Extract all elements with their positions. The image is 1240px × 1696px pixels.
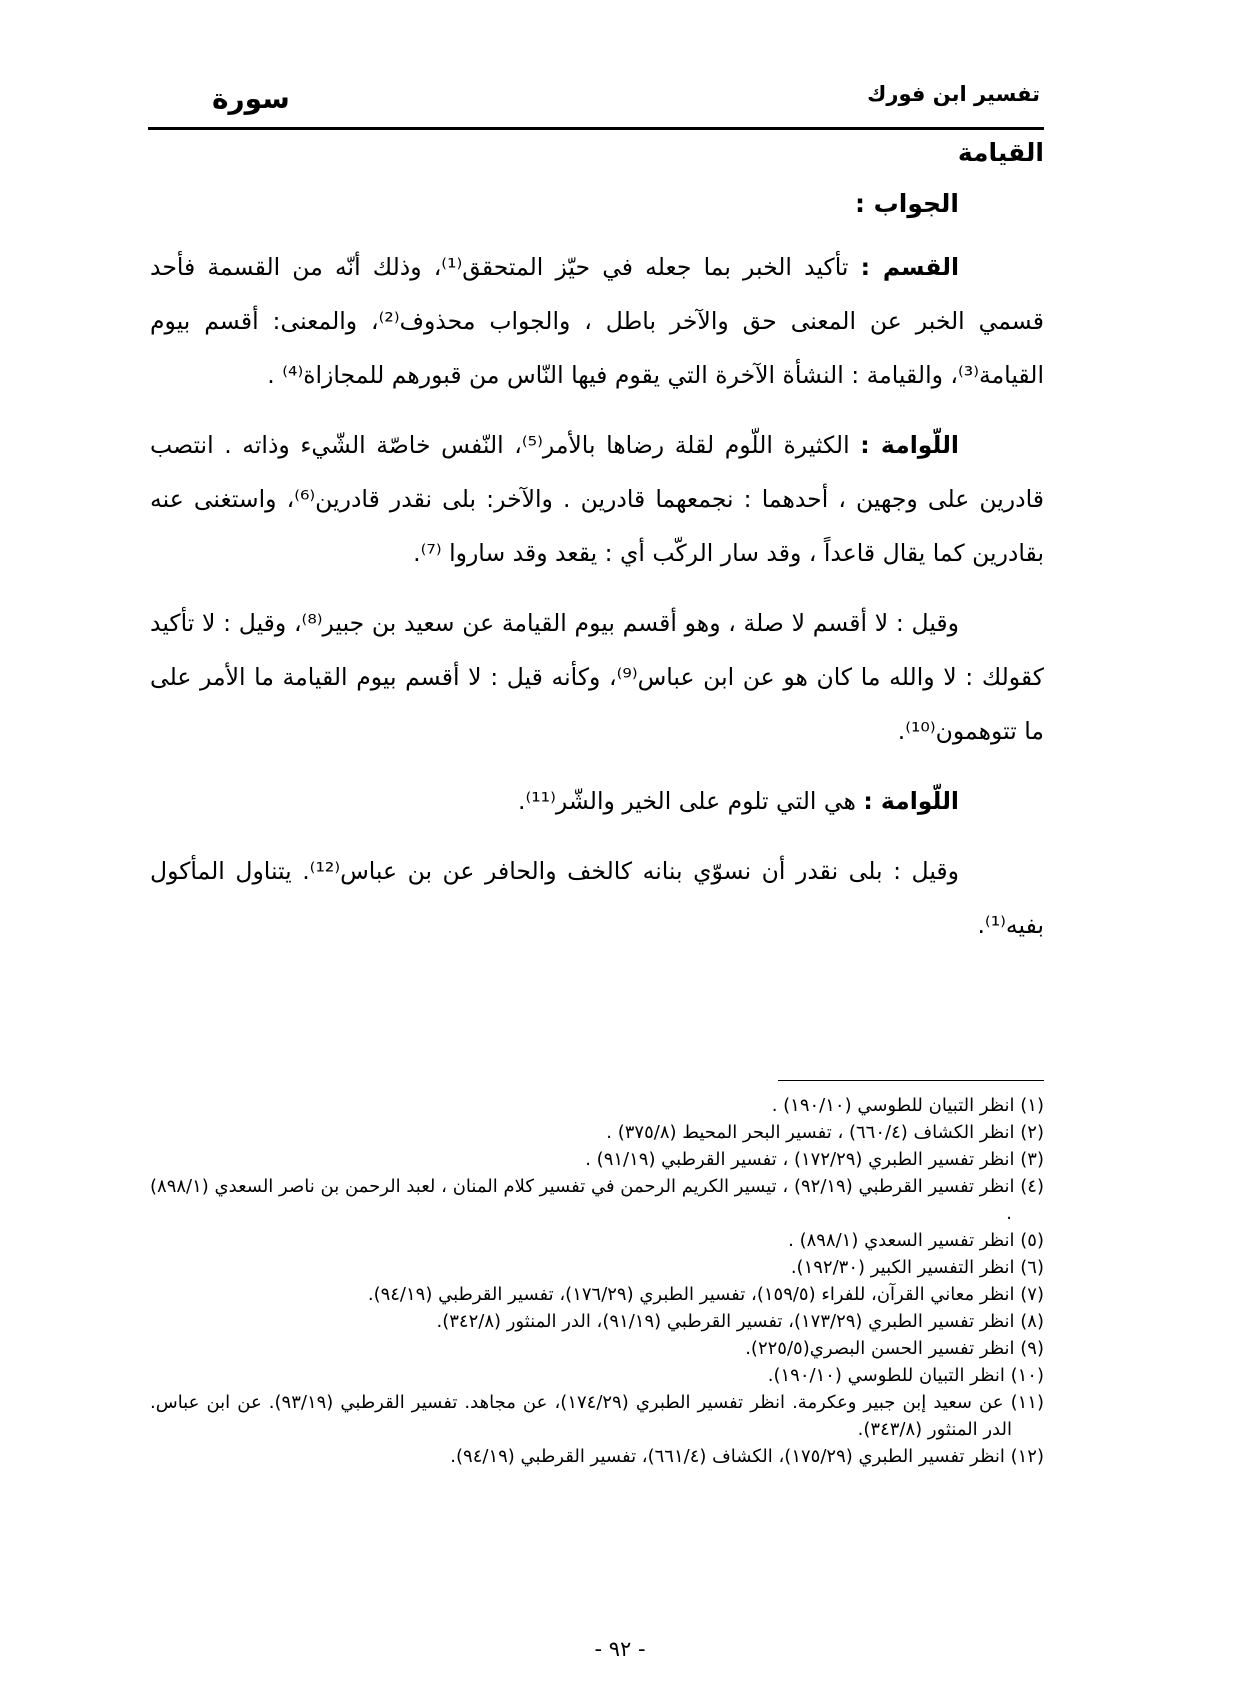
footnote-item: (٣) انظر تفسير الطبري (١٧٢/٢٩) ، تفسير القرطبي (٩١/١٩) .: [585, 1149, 1044, 1170]
footnote-divider: [778, 1080, 1044, 1081]
footnote-item: (٢) انظر الكشاف (٦٦٠/٤) ، تفسير البحر المحيط (٣٧٥/٨) .: [606, 1122, 1044, 1143]
footnotes-list: [150, 1092, 1044, 1470]
page-number: - ٩٢ -: [594, 1637, 646, 1661]
footnote-item: (١١) عن سعيد إبن جبير وعكرمة. انظر تفسير الطبري (١٧٤/٢٩)، عن مجاهد. تفسير القرطبي (٩٣/١٩). عن ابن عباس. الدر المنثور (٣٤٣/٨).: [150, 1392, 1044, 1440]
footnote-item: (١٠) انظر التبيان للطوسي (١٩٠/١٠).: [767, 1365, 1044, 1386]
surah-name: القيامة: [957, 138, 1044, 167]
main-text: [150, 186, 1044, 968]
term-label: اللّوامة :: [863, 787, 959, 815]
paragraph-qila-bala: [150, 844, 1044, 952]
footnote-item: (٩) انظر تفسير الحسن البصري(٢٢٥/٥).: [745, 1338, 1044, 1359]
footnote-item: (٥) انظر تفسير السعدي (٨٩٨/١) .: [788, 1230, 1044, 1251]
footnote-item: (٧) انظر معاني القرآن، للفراء (١٥٩/٥)، تفسير الطبري (١٧٦/٢٩)، تفسير القرطبي (٩٤/١٩).: [367, 1284, 1044, 1305]
header-divider: [148, 127, 1044, 130]
answer-heading: الجواب :: [854, 189, 959, 218]
footnote-item: (١٢) انظر تفسير الطبري (١٧٥/٢٩)، الكشاف (٦٦١/٤)، تفسير القرطبي (٩٤/١٩).: [450, 1446, 1044, 1467]
paragraph-text: الكثيرة اللّوم لقلة رضاها بالأمر⁽⁵⁾، النّفس خاصّة الشّيء وذاته . انتصب قادرين على وجهين ، أحدهما : نجمعهما قادرين . والآخر: بلى نقدر قادرين⁽⁶⁾، واستغنى عنه بقادرين كما يقال قاعداً ، وقد سار الركّب أي : يقعد وقد ساروا ⁽⁷⁾.: [150, 431, 1044, 567]
paragraph-text: تأكيد الخبر بما جعله في حيّز المتحقق⁽¹⁾، وذلك أنّه من القسمة فأحد قسمي الخبر عن المعنى حق والآخر باطل ، والجواب محذوف⁽²⁾، والمعنى: أقسم بيوم القيامة⁽³⁾، والقيامة : النشأة الآخرة التي يقوم فيها النّاس من قبورهم للمجازاة⁽⁴⁾ .: [150, 253, 1044, 389]
paragraph-text: هي التي تلوم على الخير والشّر⁽¹¹⁾.: [518, 787, 864, 815]
book-title: تفسير ابن فورك: [867, 82, 1040, 106]
paragraph-text: وقيل : لا أقسم لا صلة ، وهو أقسم بيوم القيامة عن سعيد بن جبير⁽⁸⁾، وقيل : لا تأكيد كقولك : لا والله ما كان هو عن ابن عباس⁽⁹⁾، وكأنه قيل : لا أقسم بيوم القيامة ما الأمر على ما تتوهمون⁽¹⁰⁾.: [150, 609, 1044, 745]
paragraph-lawwama: [150, 418, 1044, 580]
footnote-item: (١) انظر التبيان للطوسي (١٩٠/١٠) .: [771, 1095, 1044, 1116]
paragraph-qasam: [150, 240, 1044, 402]
term-label: اللّوامة :: [860, 431, 959, 459]
term-label: القسم :: [860, 253, 959, 281]
footnote-item: (٦) انظر التفسير الكبير (١٩٢/٣٠).: [790, 1257, 1044, 1278]
footnote-item: (٤) انظر تفسير القرطبي (٩٢/١٩) ، تيسير الكريم الرحمن في تفسير كلام المنان ، لعبد الرحمن بن ناصر السعدي (٨٩٨/١) .: [150, 1176, 1044, 1224]
section-label: سورة: [212, 82, 290, 115]
paragraph-lawwama-2: [150, 774, 1044, 828]
paragraph-qila-la-uqsim: [150, 596, 1044, 758]
paragraph-text: وقيل : بلى نقدر أن نسوّي بنانه كالخف والحافر عن بن عباس⁽¹²⁾. يتناول المأكول بفيه⁽¹⁾.: [150, 857, 1044, 939]
footnote-item: (٨) انظر تفسير الطبري (١٧٣/٢٩)، تفسير القرطبي (٩١/١٩)، الدر المنثور (٣٤٢/٨).: [436, 1311, 1044, 1332]
